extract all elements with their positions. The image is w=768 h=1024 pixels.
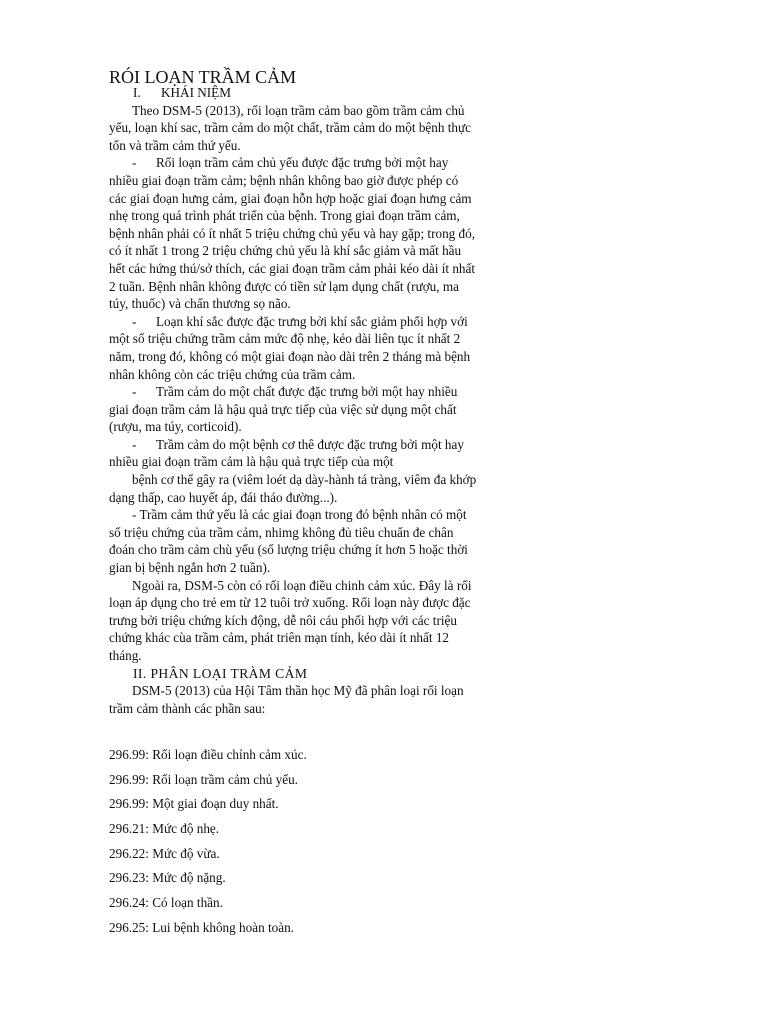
code-item: 296.25: Lui bệnh không hoàn toàn. xyxy=(109,919,294,935)
list-item-text: Trầm cảm do một chất được đặc trưng bởi một hay nhiều giai đoạn trầm cảm là hậu quả trực tiếp của việc sử dụng một chất (rượu, ma túy, corticoid). xyxy=(109,384,458,435)
diagnostic-code-list xyxy=(109,746,307,944)
bullet-dash: - xyxy=(132,384,137,400)
code-item: 296.99: Rối loạn trầm cảm chủ yếu. xyxy=(109,771,298,787)
code-item: 296.22: Mức độ vừa. xyxy=(109,845,220,861)
section-title-2: PHÂN LOẠI TRÀM CẢM xyxy=(150,665,308,681)
list-item-substance-induced xyxy=(109,383,479,436)
paragraph-dmdd: Ngoài ra, DSM-5 còn có rối loạn điều chinh cảm xúc. Đây là rối loạn áp dụng cho trẻ em từ 12 tuôi trở xuống. Rối loạn này được đặc trưng bởi triệu chứng kích động, dễ nôi cáu phối hợp với các triệu chứng khác cùa trầm cảm, phát triên mạn tính, kéo dài ít nhất 12 tháng. xyxy=(109,577,472,663)
code-item: 296.23: Mức độ nặng. xyxy=(109,870,226,886)
list-item-dysthymia xyxy=(109,313,479,383)
paragraph-definition: Theo DSM-5 (2013), rối loạn trầm cảm bao gồm trầm cảm chủ yếu, loạn khí sac, trầm cảm do một chất, trầm cảm do một bệnh thực tổn và trầm cảm thứ yếu. xyxy=(109,102,472,153)
bullet-dash: - xyxy=(132,313,137,329)
code-item: 296.21: Mức độ nhẹ. xyxy=(109,821,220,837)
list-item-text: Loạn khí sắc được đặc trưng bởi khí sắc giảm phối hợp với một số triệu chứng trầm cảm mức độ nhẹ, kéo dài liên tục ít nhất 2 năm, trong đó, không có một giai đoạn nào dài trên 2 tháng mà bệnh nhân không còn các triệu chứng của trầm cảm. xyxy=(109,313,471,382)
document-body xyxy=(109,84,479,717)
list-item-text: Rối loạn trầm cảm chủ yếu được đặc trưng bởi một hay nhiều giai đoạn trầm cảm; bệnh nhân không bao giờ được phép có các giai đoạn hưng cảm, giai đoạn hỗn hợp hoặc giai đoạn hưng cảm nhẹ trong quá trình phát triển của bệnh. Trong giai đoạn trầm cảm, bệnh nhân phải có ít nhất 5 triệu chứng chủ yếu và hay gặp; trong đó, có ít nhất 1 trong 2 triệu chứng chủ yếu là khí sắc giảm và mất hầu hết các hứng thú/sở thích, các giai đoạn trầm cảm phải kéo dài ít nhất 2 tuần. Bệnh nhân không được có tiền sử lạm dụng chất (rượu, ma túy, thuốc) và chấn thương sọ não. xyxy=(109,155,476,312)
list-item-major-depression xyxy=(109,154,479,312)
list-item-minor-depression: - Trầm cảm thứ yếu là các giai đoạn trong đó bệnh nhân có một số triệu chứng của trầm cảm, nhimg không đủ tiêu chuẩn đe chân đoán cho trầm cảm chù yếu (số lượng triệu chứng ít hơn 5 hoặc thời gian bị bệnh ngắn hơn 2 tuần). xyxy=(109,507,468,576)
section-number-2: II. xyxy=(133,665,147,681)
code-item: 296.99: Một giai đoạn duy nhất. xyxy=(109,796,279,812)
paragraph-classification: DSM-5 (2013) của Hội Tâm thần học Mỹ đã phân loại rối loạn trầm cảm thành các phần sau: xyxy=(109,683,464,716)
section-number-1: I. xyxy=(133,85,141,100)
section-title-1: KHÁI NIỆM xyxy=(161,85,231,100)
section-heading-1 xyxy=(109,84,479,102)
list-item-medical-condition-continued: bệnh cơ thể gây ra (viêm loét dạ dày-hành tá tràng, viêm đa khớp dạng thấp, cao huyết áp, đái tháo đường...). xyxy=(109,472,477,505)
bullet-dash: - xyxy=(132,155,137,171)
list-item-text: Trầm cảm do một bệnh cơ thê được đặc trưng bởi một hay nhiều giai đoạn trầm cảm là hậu quả trực tiếp của một xyxy=(109,436,464,470)
document-title: RÓI LOẠN TRẦM CẢM xyxy=(109,67,297,87)
code-item: 296.24: Có loạn thần. xyxy=(109,895,223,911)
bullet-dash: - xyxy=(132,436,137,452)
section-heading-2 xyxy=(109,665,479,683)
code-item: 296.99: Rối loạn điều chỉnh cảm xúc. xyxy=(109,747,307,762)
list-item-medical-condition xyxy=(109,436,479,471)
